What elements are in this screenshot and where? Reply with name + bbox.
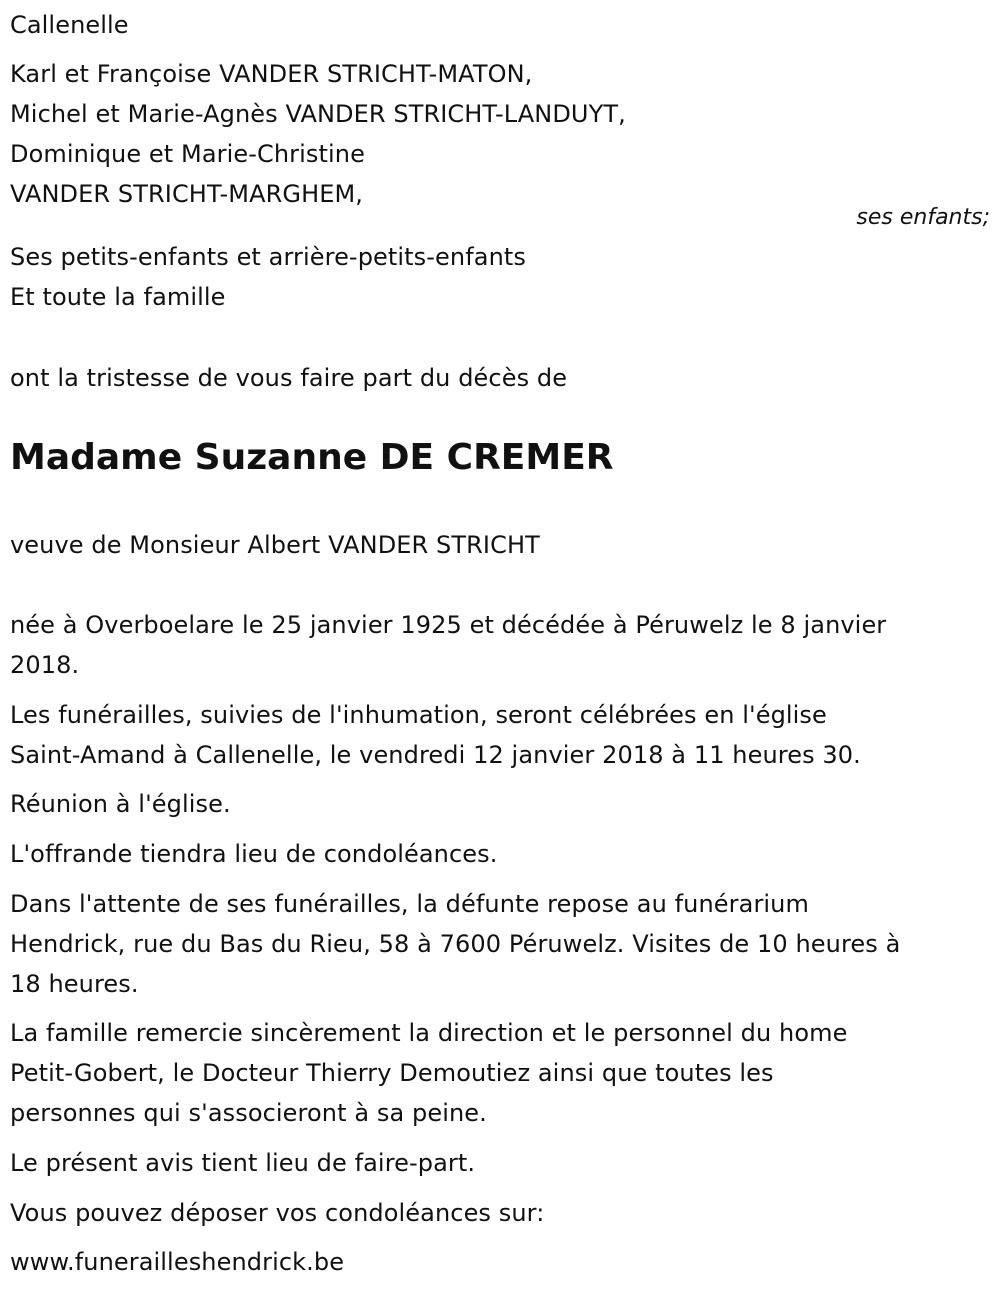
thanks-line-1: La famille remercie sincèrement la direction et le personnel du home — [10, 1019, 848, 1047]
condolences-prompt: Vous pouvez déposer vos condoléances sur: — [10, 1199, 545, 1227]
funeral-line-1: Les funérailles, suivies de l'inhumation, seront célébrées en l'église — [10, 701, 827, 729]
spouse-line: veuve de Monsieur Albert VANDER STRICHT — [10, 531, 540, 559]
website-link[interactable]: www.funerailleshendrick.be — [10, 1248, 345, 1276]
family-line-1: Karl et Françoise VANDER STRICHT-MATON, — [10, 60, 533, 88]
funerarium-line-1: Dans l'attente de ses funérailles, la défunte repose au funérarium — [10, 890, 809, 918]
website-link-wrapper — [10, 1242, 344, 1282]
birth-death-line-2: 2018. — [10, 651, 80, 679]
birth-death-line-1: née à Overboelare le 25 janvier 1925 et décédée à Péruwelz le 8 janvier — [10, 611, 887, 639]
offering-line: L'offrande tiendra lieu de condoléances. — [10, 840, 498, 868]
notice-line: Le présent avis tient lieu de faire-part. — [10, 1149, 476, 1177]
location: Callenelle — [10, 11, 129, 39]
family-line-5: Ses petits-enfants et arrière-petits-enfants — [10, 243, 527, 271]
family-line-3: Dominique et Marie-Christine — [10, 140, 365, 168]
funerarium-line-2: Hendrick, rue du Bas du Rieu, 58 à 7600 Péruwelz. Visites de 10 heures à — [10, 930, 901, 958]
deceased-name: Madame Suzanne DE CREMER — [10, 437, 614, 478]
thanks-line-2: Petit-Gobert, le Docteur Thierry Demoutiez ainsi que toutes les — [10, 1059, 774, 1087]
thanks-line-3: personnes qui s'associeront à sa peine. — [10, 1099, 487, 1127]
meeting-line: Réunion à l'église. — [10, 790, 231, 818]
funeral-line-2: Saint-Amand à Callenelle, le vendredi 12 janvier 2018 à 11 heures 30. — [10, 741, 861, 769]
intro-text: ont la tristesse de vous faire part du décès de — [10, 364, 568, 392]
family-line-2: Michel et Marie-Agnès VANDER STRICHT-LANDUYT, — [10, 100, 626, 128]
funerarium-line-3: 18 heures. — [10, 970, 139, 998]
family-role: ses enfants; — [856, 205, 990, 230]
obituary-notice — [10, 0, 990, 1293]
family-line-6: Et toute la famille — [10, 283, 226, 311]
family-line-4: VANDER STRICHT-MARGHEM, — [10, 180, 364, 208]
